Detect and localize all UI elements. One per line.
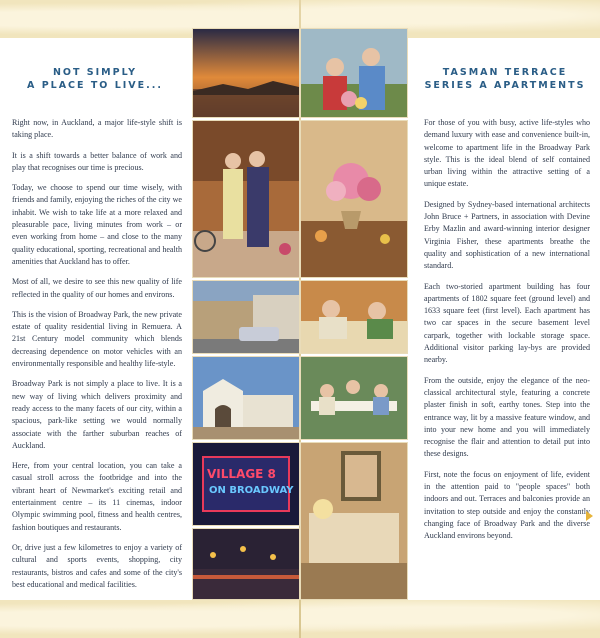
flower-arrangement-photo (300, 120, 408, 278)
cinema-sign-line1: VILLAGE 8 (207, 467, 276, 481)
right-heading (410, 66, 600, 92)
right-paragraph: For those of you with busy, active life-styles who demand luxury with ease and convenience built-in, welcome to apartment life in the Broadway Park style. This is the ideal blend of self contained urban living within the attractive setting of a unique estate. (424, 118, 590, 189)
outdoor-dining-photo (300, 356, 408, 440)
right-paragraph: Each two-storied apartment building has four apartments of 1802 square feet (ground level) and 1633 square feet (first level). Each apartment has two car spaces in the secure basement level carpark, together with lockable storage space. Additional visitor parking lay-bys are provided nearby. (424, 281, 590, 365)
left-paragraph: It is a shift towards a better balance of work and play that recognises our time is precious. (12, 150, 182, 172)
left-paragraph: Broadway Park is not simply a place to live. It is a new way of living which delivers proximity and ready access to the many facets of our city, within a spacious, park-like setting we would normally associate with the farther suburban reaches of Auckland. (12, 379, 182, 450)
city-night-photo (192, 528, 300, 600)
right-paragraph: First, note the focus on enjoyment of life, evident in the attention paid to "people spaces" both indoors and out. Terraces and balconies provide an invitation to step outside and enjoy the constantly changing face of Broadway Park and the diverse Auckland environs beyond. (424, 469, 590, 541)
left-body (0, 117, 190, 591)
cinema-sign-line2: ON BROADWAY (209, 485, 294, 496)
street-cafe-bmw-photo (192, 280, 300, 354)
sunset-harbour-photo (192, 28, 300, 118)
left-paragraph: Today, we choose to spend our time wisely, with friends and family, enjoying the riches of the city we inhabit. We wish to take life at a more relaxed and pleasurable pace, living minutes from work – or even working from home – and close to the many quality educational, sporting, recreational and health amenities that Auckland has to offer. (12, 183, 182, 266)
right-body (410, 117, 600, 543)
left-paragraph: Right now, in Auckland, a major life-style shift is taking place. (12, 118, 182, 140)
left-heading-line1: NOT SIMPLY (52, 67, 138, 78)
left-paragraph: Most of all, we desire to see this new quality of life reflected in the quality of our homes and environs. (12, 277, 182, 299)
right-heading-line2: SERIES A APARTMENTS (424, 80, 586, 91)
left-paragraph: This is the vision of Broadway Park, the new private estate of quality residential living in Remuera. A 21st Century model community which blends decreasing dependence on motor vehicles with an environmentally responsible and healthy life-style. (12, 309, 182, 369)
couple-flowers-photo (300, 28, 408, 118)
right-column (410, 38, 600, 551)
women-walking-photo (192, 120, 300, 278)
right-paragraph: From the outside, enjoy the elegance of the neo-classical architectural style, featuring a concrete plaster finish in soft, earthy tones. Step into the entrance way, lit by a massive feature window, and into your new home and you will immediately recognise the flair and attention to detail put into these designs. (424, 375, 590, 459)
spanish-mission-building-photo (192, 356, 300, 440)
left-paragraph: Here, from your central location, you can take a casual stroll across the footbridge and into the vibrant heart of Newmarket's exciting retail and entertainment centre – its 11 cinemas, indoor Olympic swimming pool, fitness and health centres, fashion boutiques and restaurants. (12, 461, 182, 532)
next-page-arrow-icon (586, 511, 593, 521)
living-room-interior-photo (300, 442, 408, 600)
left-paragraph: Or, drive just a few kilometres to enjoy a variety of cultural and sports events, shopping, city restaurants, bistros and cafes and some of the city's best educational and medical facilities. (12, 542, 182, 589)
right-heading-line1: TASMAN TERRACE (442, 67, 568, 78)
left-column (0, 38, 190, 599)
cinema-sign-photo (192, 442, 300, 526)
right-paragraph: Designed by Sydney-based international architects John Bruce + Partners, in association with Devine Erby Mazlin and award-winning interior designer Virginia Fisher, these apartments breathe the quality and sophistication of a new international standard. (424, 199, 590, 271)
left-heading (0, 66, 190, 92)
left-heading-line2: A PLACE TO LIVE... (27, 80, 163, 91)
woman-lounging-photo (300, 280, 408, 354)
